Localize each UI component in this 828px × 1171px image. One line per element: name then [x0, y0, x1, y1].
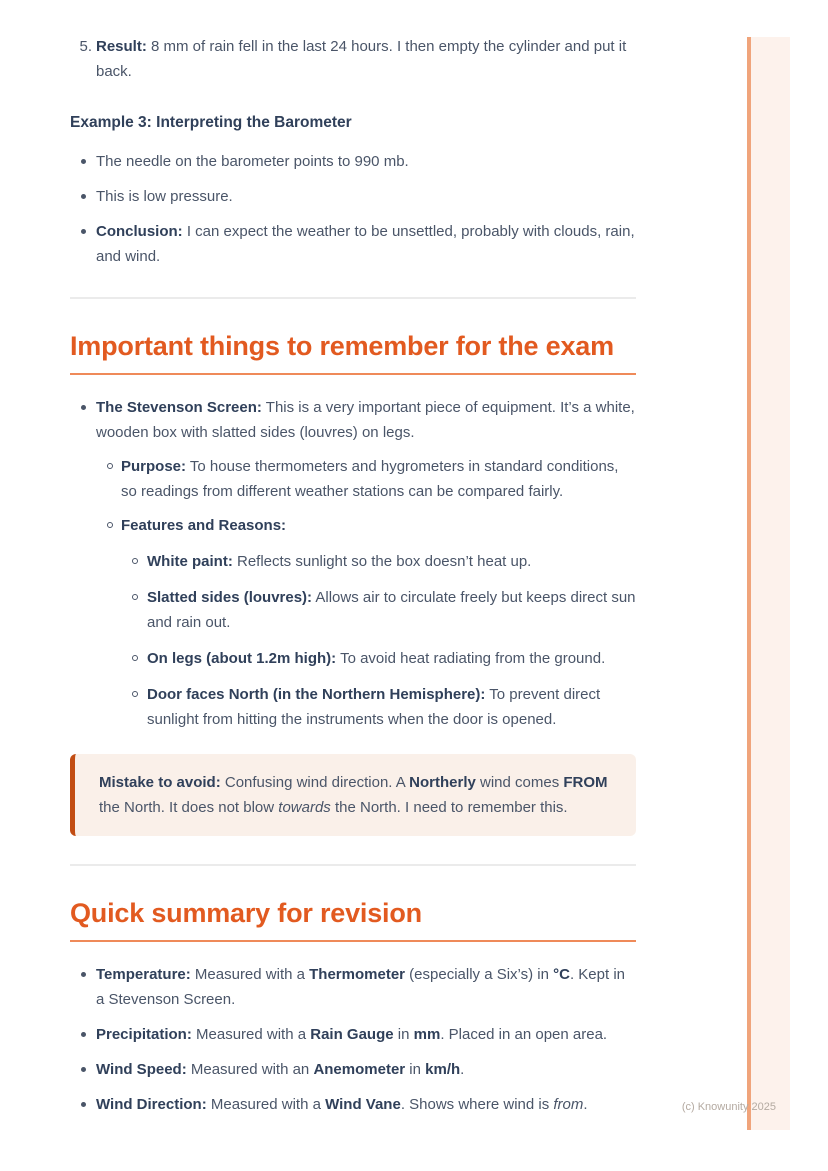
list-item	[70, 219, 636, 269]
list-item-text: The needle on the barometer points to 990 mb.	[96, 153, 409, 170]
list-item-text: Wind Speed: Measured with an Anemometer in km/h.	[96, 1061, 465, 1078]
list-item	[70, 1057, 636, 1082]
section-title-summary: Quick summary for revision	[70, 899, 636, 942]
exam-bullet-list	[70, 395, 636, 732]
mistake-callout	[70, 754, 636, 836]
section-divider	[70, 864, 636, 866]
list-item	[96, 513, 636, 732]
list-item	[70, 1022, 636, 1047]
nested-list	[96, 454, 636, 732]
list-item	[121, 585, 636, 635]
list-item-text: Features and Reasons:	[121, 517, 287, 534]
document-content	[70, 34, 636, 1117]
list-item-number: 5.	[79, 38, 92, 55]
list-item	[70, 1092, 636, 1117]
list-item-text: Slatted sides (louvres): Allows air to circulate freely but keeps direct sun and rain out.	[147, 589, 636, 631]
callout-text: Mistake to avoid: Confusing wind direction. A Northerly wind comes FROM the North. It does not blow towards the North. I need to remember this.	[99, 774, 608, 816]
list-item-text: White paint: Reflects sunlight so the box doesn’t heat up.	[147, 553, 532, 570]
list-item-text: Temperature: Measured with a Thermometer (especially a Six’s) in °C. Kept in a Stevenson Screen.	[96, 966, 626, 1008]
page-edge-stripe	[747, 37, 790, 1130]
list-item	[70, 149, 636, 174]
list-item-text: On legs (about 1.2m high): To avoid heat radiating from the ground.	[147, 650, 606, 667]
list-item	[70, 184, 636, 209]
list-item-text: The Stevenson Screen: This is a very important piece of equipment. It’s a white, wooden box with slatted sides (louvres) on legs.	[96, 399, 635, 441]
list-item	[121, 549, 636, 574]
copyright-footer: (c) Knowunity 2025	[681, 1101, 776, 1113]
list-item	[96, 454, 636, 504]
numbered-item-text: Result: 8 mm of rain fell in the last 24 hours. I then empty the cylinder and put it back.	[96, 38, 627, 80]
section-title-exam: Important things to remember for the exam	[70, 332, 636, 375]
list-item-text: Wind Direction: Measured with a Wind Vane. Shows where wind is from.	[96, 1096, 588, 1113]
list-item	[121, 682, 636, 732]
summary-bullet-list	[70, 962, 636, 1117]
list-item	[121, 646, 636, 671]
list-item-text: This is low pressure.	[96, 188, 233, 205]
example-heading: Example 3: Interpreting the Barometer	[70, 114, 352, 131]
nested-list	[121, 549, 636, 732]
list-item-text: Precipitation: Measured with a Rain Gauge in mm. Placed in an open area.	[96, 1026, 608, 1043]
example-bullet-list	[70, 149, 636, 269]
list-item-text: Conclusion: I can expect the weather to be unsettled, probably with clouds, rain, and wind.	[96, 223, 635, 265]
list-item-text: Door faces North (in the Northern Hemisphere): To prevent direct sunlight from hitting the instruments when the door is opened.	[147, 686, 601, 728]
list-item	[70, 395, 636, 732]
numbered-list-item	[70, 34, 636, 84]
list-item-text: Purpose: To house thermometers and hygrometers in standard conditions, so readings from different weather stations can be compared fairly.	[121, 458, 619, 500]
section-divider	[70, 297, 636, 299]
list-item	[70, 962, 636, 1012]
